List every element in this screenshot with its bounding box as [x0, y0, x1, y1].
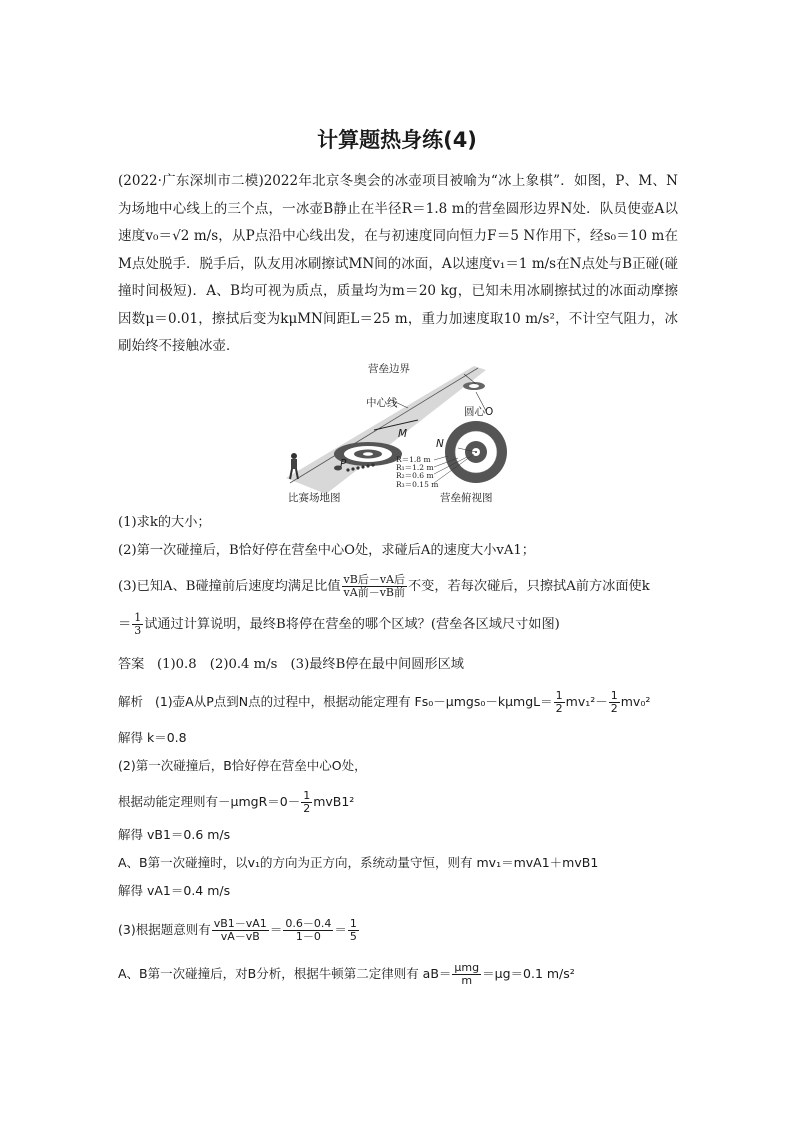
sol-l8-f2-num: 0.6－0.4: [285, 917, 332, 930]
figure: [286, 358, 518, 508]
caption-right: 营垒俯视图: [440, 492, 493, 504]
label-r: R＝1.8 m: [396, 455, 431, 464]
q3-ratio: [342, 574, 407, 599]
sol-l1-pre: (1)壶A从P点到N点的过程中，根据动能定理有 Fs₀－μmgs₀－kμmgL＝: [154, 694, 553, 709]
sol-l8-eq2: ＝: [334, 922, 347, 937]
sol-l1-frac1: [554, 690, 565, 715]
label-r3: R₃＝0.15 m: [396, 480, 439, 489]
label-r1: R₁＝1.2 m: [396, 463, 434, 472]
sol-l4-pre: 根据动能定理则有－μmgR＝0－: [118, 794, 301, 809]
question-1: (1)求k的大小；: [118, 515, 211, 530]
problem-statement: (2022·广东深圳市二模)2022年北京冬奥会的冰壶项目被喻为“冰上象棋”．如图，P、M、N为场地中心线上的三个点，一冰壶B静止在半径R＝1.8 m的营垒圆形边界N处．队员使壶A以速度v₀＝√2 m/s，从P点沿中心线出发，在与初速度同向恒力F＝5 N作用下，经s₀＝10 m在M点处脱手．脱手后，队友用冰刷擦试MN间的冰面，A以速度v₁＝1 m/s在N点处与B正碰(碰撞时间极短)．A、B均可视为质点，质量均为m＝20 kg，已知未用冰刷擦拭过的冰面动摩擦因数μ＝0.01，擦拭后变为kμMN间距L＝25 m，重力加速度取10 m/s²，不计空气阻力，冰刷始终不接触冰壶．: [118, 173, 678, 354]
label-m: M: [398, 428, 408, 440]
sol-l4-post: mvB1²: [313, 794, 355, 809]
sol-l4-frac: [301, 790, 312, 815]
solution-line-5: 解得 vB1＝0.6 m/s: [118, 827, 231, 842]
solution-line-2: 解得 k＝0.8: [118, 730, 187, 745]
sol-l1-f1-num: 1: [555, 689, 563, 702]
label-n: N: [436, 438, 444, 450]
sol-l9-pre: A、B第一次碰撞后，对B分析，根据牛顿第二定律则有 aB＝: [118, 966, 452, 981]
sol-l8-f3-num: 1: [349, 917, 357, 930]
sol-l1-f2-num: 1: [610, 689, 618, 702]
question-3-cont: [118, 612, 688, 637]
solution-line-8: [118, 918, 688, 943]
sol-l1-frac2: [609, 690, 620, 715]
sol-l8-frac1: [212, 918, 269, 943]
label-centerline: 中心线: [366, 397, 398, 409]
answer-text: (1)0.8 (2)0.4 m/s (3)最终B停在最中间圆形区域: [156, 657, 464, 672]
q3-post: 不变，若每次碰后，只擦拭A前方冰面使k: [408, 579, 650, 594]
q3b-den: 3: [134, 624, 142, 637]
far-house-center: [469, 384, 479, 388]
q3-den: vA前－vB前: [343, 586, 405, 599]
sol-l9-den: m: [461, 974, 473, 987]
sol-l9-post: ＝μg＝0.1 m/s²: [482, 966, 575, 981]
sol-l9-num: μmg: [454, 961, 480, 974]
sol-l8-frac3: [348, 918, 359, 943]
label-boundary: 营垒边界: [368, 363, 410, 375]
question-2: (2)第一次碰撞后，B恰好停在营垒中心O处，求碰后A的速度大小vA1；: [118, 543, 535, 558]
solution-line-9: [118, 962, 688, 987]
q3b-post: 试通过计算说明，最终B将停在营垒的哪个区域？(营垒各区域尺寸如图): [144, 617, 560, 632]
label-p: P: [340, 458, 347, 470]
solution-line-7: 解得 vA1＝0.4 m/s: [118, 883, 231, 898]
answer-label: 答案: [118, 657, 145, 672]
sol-l1-f2-den: 2: [610, 702, 618, 715]
solution-line-1: [118, 690, 688, 715]
sol-l8-f1-den: vA－vB: [220, 930, 260, 943]
solution-label: 解析: [118, 694, 144, 709]
sol-l4-num: 1: [303, 789, 311, 802]
sol-l8-pre: (3)根据题意则有: [118, 922, 211, 937]
sol-l1-post: mv₀²: [620, 694, 651, 709]
sol-l1-mid: mv₁²－: [565, 694, 608, 709]
sol-l8-f3-den: 5: [349, 930, 357, 943]
rink-house-center: [363, 452, 373, 456]
q3b-pre: ＝: [118, 617, 132, 632]
sol-l9-frac: [452, 962, 481, 987]
page-title: 计算题热身练(4): [317, 128, 477, 152]
q3b-frac: [132, 612, 143, 637]
sol-l1-f1-den: 2: [555, 702, 563, 715]
label-r2: R₂＝0.6 m: [396, 471, 434, 480]
sol-l4-den: 2: [303, 802, 311, 815]
solution-line-4: [118, 790, 688, 815]
sol-l8-f2-den: 1－0: [295, 930, 321, 943]
solution-line-6: A、B第一次碰撞时，以v₁的方向为正方向，系统动量守恒，则有 mv₁＝mvA1＋mvB1: [118, 855, 599, 870]
label-center: 圆心O: [464, 406, 494, 418]
answer-line: [118, 656, 688, 674]
q3-num: vB后－vA后: [343, 573, 405, 586]
caption-left: 比赛场地图: [288, 492, 341, 504]
q3b-num: 1: [134, 611, 142, 624]
question-3: [118, 574, 688, 599]
sol-l8-eq1: ＝: [269, 922, 283, 937]
sol-l8-f1-num: vB1－vA1: [213, 917, 267, 930]
solution-line-3: (2)第一次碰撞后，B恰好停在营垒中心O处，: [118, 758, 367, 773]
sol-l8-frac2: [283, 918, 333, 943]
q3-pre: (3)已知A、B碰撞前后速度均满足比值: [118, 579, 341, 594]
